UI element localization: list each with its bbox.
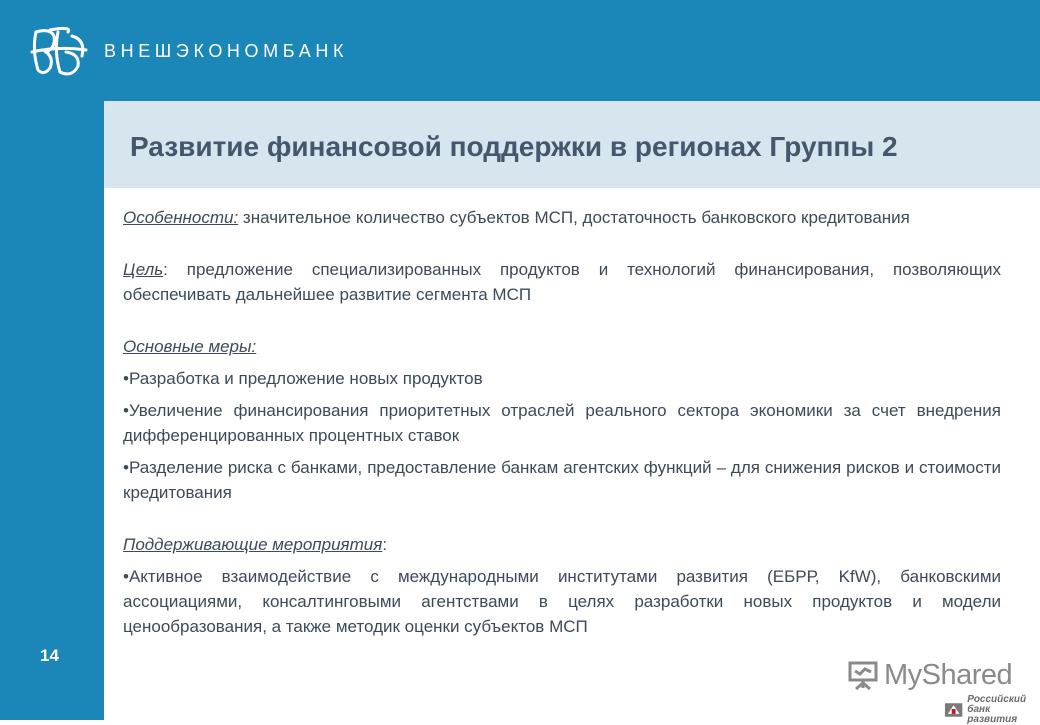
measures-label: Основные меры:	[123, 337, 257, 356]
rbr-line2: банк развития	[967, 704, 1018, 725]
veb-logo-icon	[28, 22, 90, 80]
support-suffix: :	[382, 535, 388, 554]
rbr-text	[967, 695, 1040, 725]
features-text: значительное количество субъектов МСП, достаточность банковского кредитования	[238, 208, 910, 227]
brand-name: ВНЕШЭКОНОМБАНК	[104, 41, 349, 61]
watermark-text: MyShared	[884, 658, 1013, 691]
features-label: Особенности:	[123, 208, 239, 227]
support-label: Поддерживающие мероприятия	[123, 535, 383, 554]
rbr-line1: Российский	[967, 694, 1027, 705]
slide-title: Развитие финансовой поддержки в регионах Группы 2	[130, 131, 898, 162]
support-item: •Активное взаимодействие с международными институтами развития (ЕБРР, KfW), банковскими ассоциациями, консалтинговыми агентствами в целях разработки новых продуктов и модели ценообразования, а также методик оценки субъектов МСП	[123, 567, 1001, 636]
measures-heading	[123, 334, 1001, 359]
rbr-logo-icon	[944, 701, 963, 719]
slide-content	[123, 205, 1001, 639]
measures-item: •Разработка и предложение новых продуктов	[123, 369, 483, 388]
goal-text: : предложение специализированных продуктов и технологий финансирования, позволяющих обеспечивать дальнейшее развитие сегмента МСП	[123, 260, 1001, 304]
goal-paragraph	[123, 257, 1001, 307]
goal-label: Цель	[123, 260, 164, 279]
header-bar	[0, 0, 1040, 101]
myshared-watermark	[846, 655, 1012, 695]
rbr-footer-logo	[944, 695, 1040, 725]
measures-item: •Увеличение финансирования приоритетных отраслей реального сектора экономики за счет внедрения дифференцированных процентных ставок	[123, 401, 1001, 445]
presentation-board-icon	[846, 658, 880, 692]
measures-item: •Разделение риска с банками, предоставление банкам агентских функций – для снижения рисков и стоимости кредитования	[123, 458, 1001, 502]
page-number: 14	[40, 646, 59, 665]
left-sidebar-bar	[0, 101, 104, 720]
support-heading	[123, 532, 1001, 557]
features-paragraph	[123, 205, 1001, 230]
